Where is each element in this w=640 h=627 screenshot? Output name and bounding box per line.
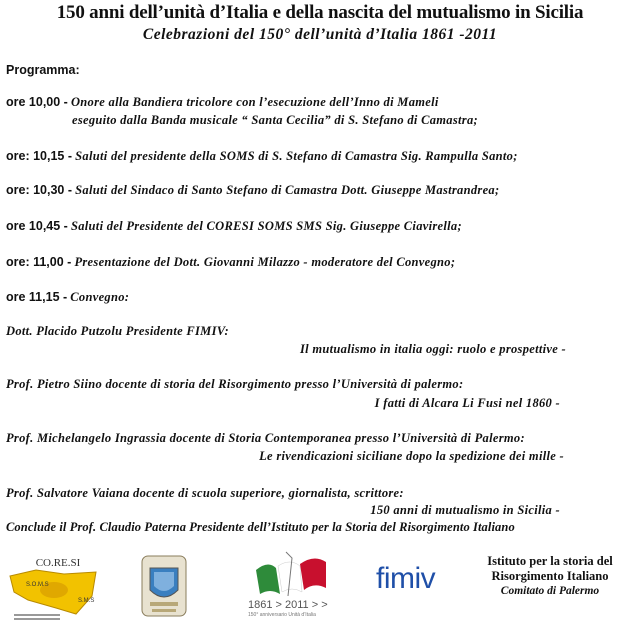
speaker-topic: Le rivendicazioni siciliane dopo la spedizione dei mille - xyxy=(259,449,564,463)
anniversary-years: 1861 > 2011 > > xyxy=(248,599,328,611)
program-time: ore 11,15 - xyxy=(6,290,68,304)
program-item xyxy=(6,95,439,110)
program-time: ore 10,00 - xyxy=(6,95,68,109)
program-desc: Saluti del Sindaco di Santo Stefano di Camastra Dott. Giuseppe Mastrandrea; xyxy=(75,183,500,197)
istituto-line1: Istituto per la storia del xyxy=(487,554,613,568)
conclusion-text: Conclude il Prof. Claudio Paterna Presidente dell’Istituto per la Storia del Risorgimento Italiano xyxy=(6,520,515,534)
speaker-name: Prof. Pietro Siino docente di storia del Risorgimento presso l’Università di palermo: xyxy=(6,377,464,391)
program-item xyxy=(6,149,518,164)
istituto-line3: Comitato di Palermo xyxy=(500,585,600,597)
program-desc: Onore alla Bandiera tricolore con l’esecuzione dell’Inno di Mameli xyxy=(70,95,439,109)
speaker-name: Prof. Salvatore Vaiana docente di scuola superiore, giornalista, scrittore: xyxy=(6,486,404,500)
speaker-topic: I fatti di Alcara Li Fusi nel 1860 - xyxy=(374,396,560,410)
program-time: ore: 10,15 - xyxy=(6,149,73,163)
program-time: ore: 11,00 - xyxy=(6,255,72,269)
program-item xyxy=(6,183,499,198)
program-desc: Presentazione del Dott. Giovanni Milazzo - moderatore del Convegno; xyxy=(74,255,456,269)
program-item xyxy=(6,290,129,305)
coresi-sms: S.M.S xyxy=(78,598,95,604)
program-item xyxy=(6,255,455,270)
programma-label: Programma: xyxy=(6,63,80,77)
logo-strip xyxy=(0,548,640,626)
speaker-topic: 150 anni di mutualismo in Sicilia - xyxy=(370,503,560,517)
speaker-name: Dott. Placido Putzolu Presidente FIMIV: xyxy=(6,324,229,338)
speaker-name: Prof. Michelangelo Ingrassia docente di Storia Contemporanea presso l’Università di Palermo: xyxy=(6,431,525,445)
anniversary-sub: 150° anniversario Unità d’Italia xyxy=(248,612,316,618)
crest-logo xyxy=(140,554,188,618)
page-title: 150 anni dell’unità d’Italia e della nascita del mutualismo in Sicilia xyxy=(56,2,584,23)
page-subtitle: Celebrazioni del 150° dell’unità d’Italia 1861 -2011 xyxy=(142,26,498,43)
program-item xyxy=(6,219,462,234)
fimiv-logo: fimiv xyxy=(376,562,436,595)
coresi-logo xyxy=(6,556,106,622)
program-time: ore: 10,30 - xyxy=(6,183,73,197)
speaker-topic: Il mutualismo in italia oggi: ruolo e prospettive - xyxy=(299,342,566,356)
coresi-soms: S.O.M.S xyxy=(26,582,49,588)
program-desc: Convegno: xyxy=(70,290,130,304)
program-desc: Saluti del presidente della SOMS di S. Stefano di Camastra Sig. Rampulla Santo; xyxy=(75,149,518,163)
istituto-line2: Risorgimento Italiano xyxy=(491,569,609,583)
program-time: ore 10,45 - xyxy=(6,219,68,233)
anniversary-logo xyxy=(246,548,356,618)
program-desc: Saluti del Presidente del CORESI SOMS SMS Sig. Giuseppe Ciavirella; xyxy=(70,219,462,233)
program-desc-continued: eseguito dalla Banda musicale “ Santa Cecilia” di S. Stefano di Camastra; xyxy=(72,113,478,127)
coresi-title: CO.RE.SI xyxy=(35,557,81,569)
istituto-logo-text xyxy=(470,554,630,599)
